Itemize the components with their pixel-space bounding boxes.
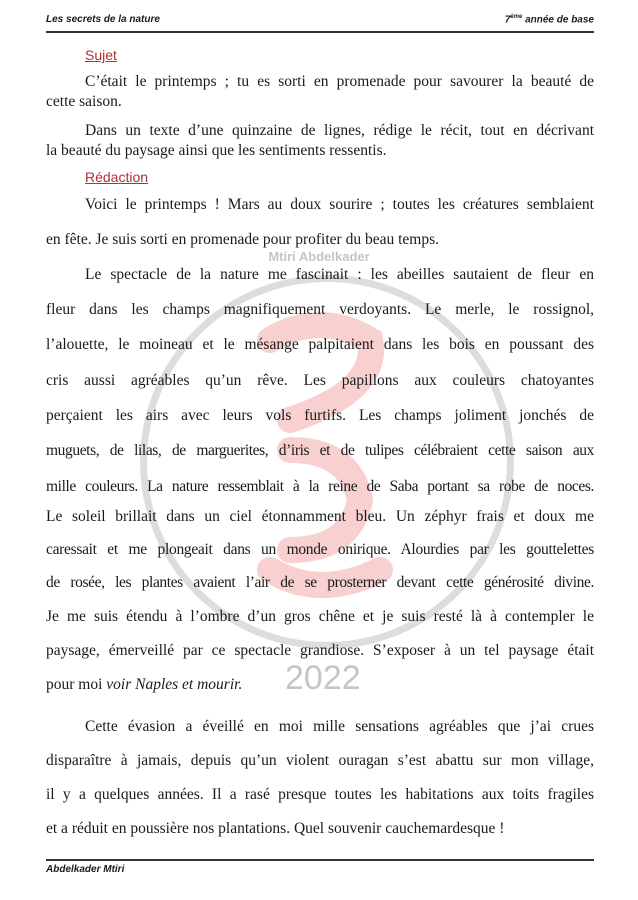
watermark-name: Mtiri Abdelkader	[268, 249, 370, 264]
sujet-heading: Sujet	[85, 47, 117, 63]
watermark-year: 2022	[285, 659, 361, 697]
text-line: cette saison.	[46, 93, 122, 110]
text-line: la beauté du paysage ainsi que les sentiments ressentis.	[46, 142, 387, 159]
header-level: 7ème année de base	[504, 14, 594, 26]
text-line: cris aussi agréables qu’un rêve. Les papillons aux couleurs chatoyantes	[46, 372, 594, 389]
italic-quote: voir Naples et mourir.	[106, 676, 243, 693]
text-line: en fête. Je suis sorti en promenade pour profiter du beau temps.	[46, 231, 439, 248]
text-line: pour moi voir Naples et mourir.	[46, 676, 243, 693]
text-line: et a réduit en poussière nos plantations. Quel souvenir cauchemardesque !	[46, 820, 505, 837]
text-line: disparaître à jamais, depuis qu’un violent ouragan s’est abattu sur mon village,	[46, 752, 594, 769]
text-line: Je me suis étendu à l’ombre d’un gros chêne et je suis resté là à contempler le	[46, 608, 594, 625]
text-line: mille couleurs. La nature ressemblait à la reine de Saba portant sa robe de noces.	[46, 478, 594, 495]
footer-rule	[46, 859, 594, 861]
header-title: Les secrets de la nature	[46, 14, 160, 25]
header-rule	[46, 31, 594, 33]
footer-author: Abdelkader Mtiri	[46, 864, 125, 875]
text-line: C’était le printemps ; tu es sorti en promenade pour savourer la beauté de	[85, 73, 594, 90]
text-line: Le soleil brillait dans un ciel étonnamment bleu. Un zéphyr frais et doux me	[46, 508, 594, 525]
text-line: Dans un texte d’une quinzaine de lignes, rédige le récit, tout en décrivant	[85, 122, 594, 139]
text-line: l’alouette, le moineau et le mésange palpitaient dans les bois en poussant des	[46, 336, 594, 353]
text-line: caressait et me plongeait dans un monde onirique. Alourdies par les gouttelettes	[46, 541, 594, 558]
redaction-heading: Rédaction	[85, 169, 149, 185]
text-line: Voici le printemps ! Mars au doux sourire ; toutes les créatures semblaient	[85, 196, 594, 213]
text-line: Cette évasion a éveillé en moi mille sensations agréables que j’ai crues	[85, 718, 594, 735]
text-line: il y a quelques années. Il a rasé presque toutes les habitations aux toits fragiles	[46, 786, 594, 803]
text-line: perçaient les airs avec leurs vols furtifs. Les champs joliment jonchés de	[46, 407, 594, 424]
text-line: muguets, de lilas, de marguerites, d’iris et de tulipes célébraient cette saison aux	[46, 442, 594, 459]
text-line: Le spectacle de la nature me fascinait : les abeilles sautaient de fleur en	[85, 266, 594, 283]
text-line: paysage, émerveillé par ce spectacle grandiose. S’exposer à un tel paysage était	[46, 642, 594, 659]
text-line: fleur dans les champs magnifiquement verdoyants. Le merle, le rossignol,	[46, 301, 594, 318]
text-line: de rosée, les plantes avaient l’air de se prosterner devant cette générosité divine.	[46, 574, 594, 591]
